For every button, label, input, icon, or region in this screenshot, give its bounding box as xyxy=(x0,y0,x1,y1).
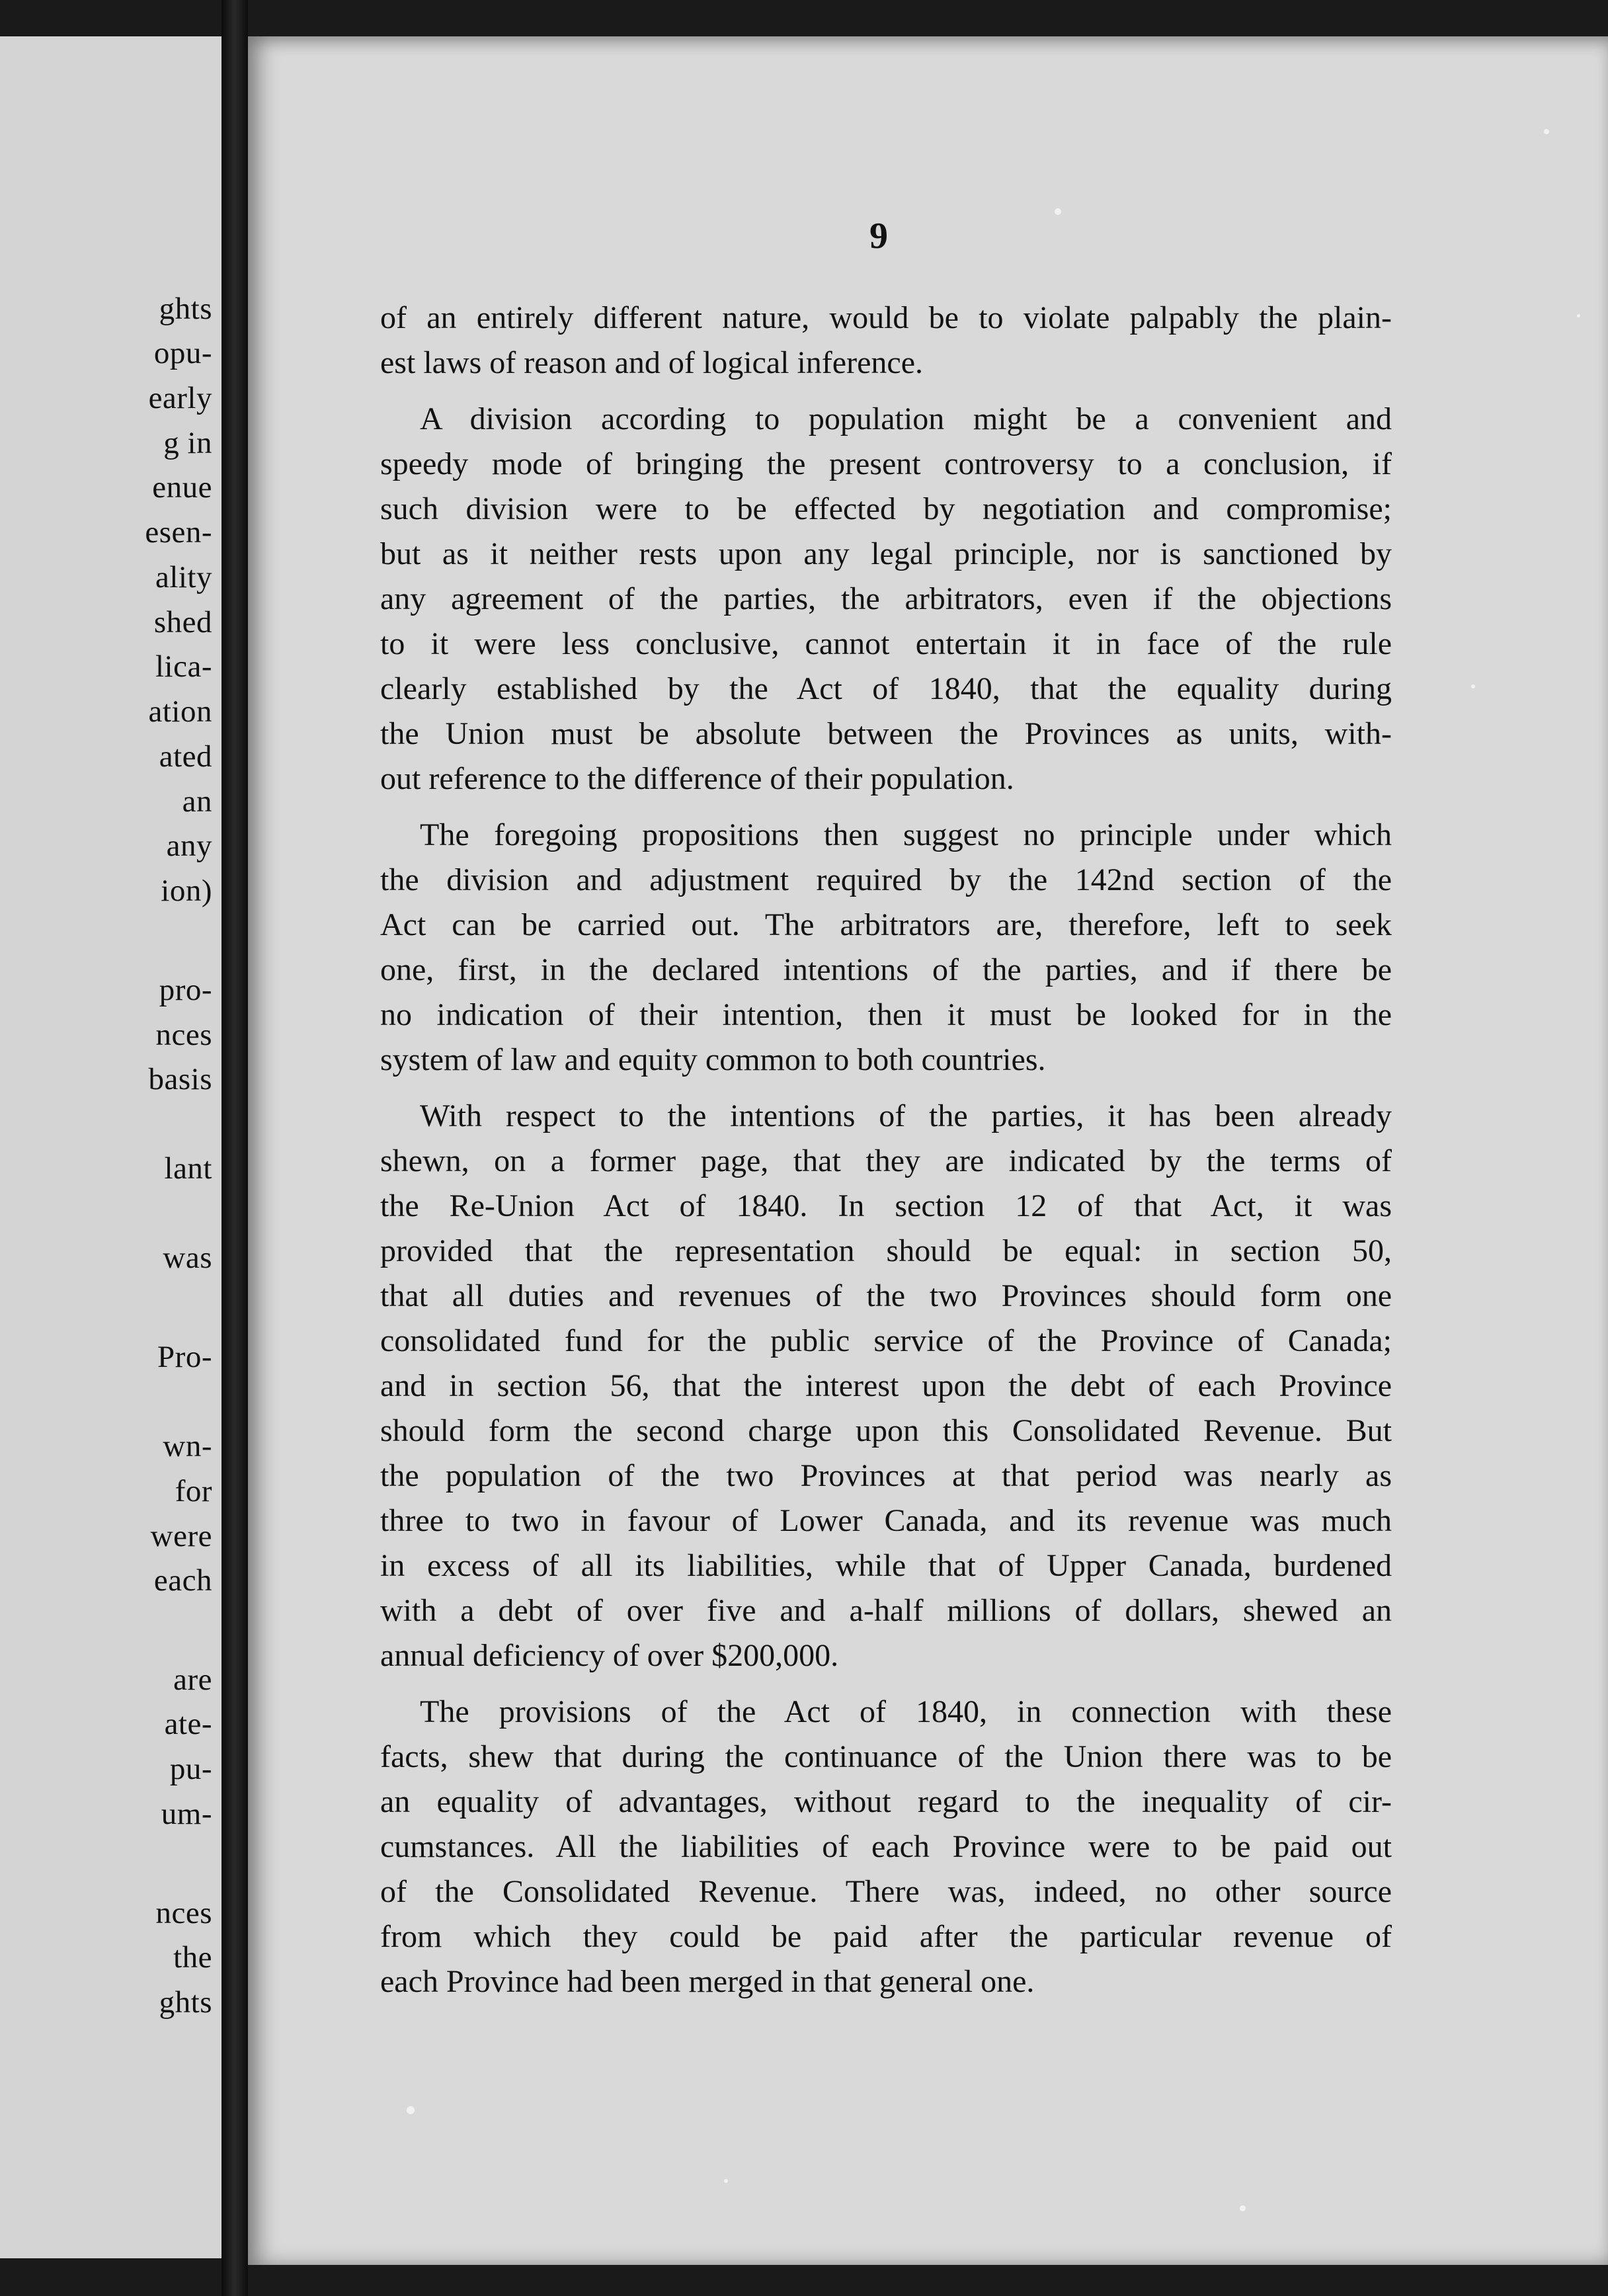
text-line: speedy mode of bringing the present controversy to a conclusion, if xyxy=(380,446,1392,481)
text-line: The foregoing propositions then suggest no principle under which xyxy=(420,817,1392,852)
left-page-fragment: ghts xyxy=(159,292,212,326)
left-page-fragment: were xyxy=(150,1519,212,1553)
text-line: out reference to the difference of their population. xyxy=(380,761,1014,796)
text-line: With respect to the intentions of the parties, it has been already xyxy=(420,1098,1392,1133)
text-line: of the Consolidated Revenue. There was, indeed, no other source xyxy=(380,1874,1392,1909)
left-page-fragment: early xyxy=(148,381,212,415)
scan-speck xyxy=(407,2106,415,2114)
paragraph xyxy=(380,397,1392,801)
left-page-fragment: pu- xyxy=(169,1752,212,1786)
text-line: facts, shew that during the continuance of the Union there was to be xyxy=(380,1739,1392,1774)
text-line: the Union must be absolute between the Provinces as units, with- xyxy=(380,716,1392,751)
text-line: shewn, on a former page, that they are indicated by the terms of xyxy=(380,1143,1392,1178)
paragraph xyxy=(380,813,1392,1083)
left-page-fragment: nces xyxy=(155,1018,212,1052)
text-line: A division according to population might be a convenient and xyxy=(420,401,1392,436)
scan-speck xyxy=(1240,2205,1246,2211)
left-page-fragment: pro- xyxy=(159,973,212,1007)
text-line: to it were less conclusive, cannot entertain it in face of the rule xyxy=(380,626,1392,661)
text-line: in excess of all its liabilities, while that of Upper Canada, burdened xyxy=(380,1548,1392,1583)
previous-page-fragment xyxy=(0,36,221,2258)
paragraph xyxy=(380,1094,1392,1678)
text-line: the Re-Union Act of 1840. In section 12 of that Act, it was xyxy=(380,1188,1392,1223)
paragraph xyxy=(380,1690,1392,2004)
text-line: provided that the representation should be equal: in section 50, xyxy=(380,1233,1392,1268)
left-page-fragment: wn- xyxy=(163,1429,212,1463)
text-line: the population of the two Provinces at that period was nearly as xyxy=(380,1458,1392,1493)
text-line: annual deficiency of over $200,000. xyxy=(380,1638,839,1673)
scan-speck xyxy=(1055,208,1061,215)
page-body xyxy=(380,296,1392,2004)
text-line: The provisions of the Act of 1840, in connection with these xyxy=(420,1694,1392,1729)
text-line: three to two in favour of Lower Canada, and its revenue was much xyxy=(380,1503,1392,1538)
page-gutter xyxy=(221,0,248,2296)
text-line: cumstances. All the liabilities of each Province were to be paid out xyxy=(380,1829,1392,1864)
text-line: Act can be carried out. The arbitrators are, therefore, left to seek xyxy=(380,907,1392,942)
left-page-fragment: ate- xyxy=(164,1707,212,1741)
text-line: each Province had been merged in that general one. xyxy=(380,1964,1035,1999)
text-line: est laws of reason and of logical inference. xyxy=(380,345,923,380)
scan-speck xyxy=(1577,314,1580,317)
text-line: but as it neither rests upon any legal principle, nor is sanctioned by xyxy=(380,536,1392,571)
left-page-fragment: ion) xyxy=(161,874,212,908)
left-page-fragment: Pro- xyxy=(157,1340,212,1374)
scan-speck xyxy=(724,2179,728,2183)
text-line: the division and adjustment required by the 142nd section of the xyxy=(380,862,1392,897)
text-line: and in section 56, that the interest upon the debt of each Province xyxy=(380,1368,1392,1403)
left-page-fragment: the xyxy=(173,1940,212,1975)
left-page-fragment: shed xyxy=(153,605,212,639)
left-page-fragment: um- xyxy=(161,1797,212,1831)
scan-speck xyxy=(1471,684,1475,688)
left-page-fragment: lica- xyxy=(155,649,212,684)
page-number: 9 xyxy=(869,216,888,257)
paragraph xyxy=(380,296,1392,386)
left-page-fragment: basis xyxy=(148,1062,212,1096)
text-line: should form the second charge upon this Consolidated Revenue. But xyxy=(380,1413,1392,1448)
scan-speck xyxy=(1544,129,1549,134)
left-page-fragment: are xyxy=(173,1662,212,1697)
left-page-fragment: enue xyxy=(152,470,212,505)
left-page-fragment: ation xyxy=(148,694,212,729)
left-page-fragment: nces xyxy=(155,1896,212,1930)
text-line: that all duties and revenues of the two Provinces should form one xyxy=(380,1278,1392,1313)
left-page-fragment: each xyxy=(153,1563,212,1598)
left-page-fragment: lant xyxy=(164,1151,212,1186)
left-page-fragment: g in xyxy=(163,426,212,460)
text-line: of an entirely different nature, would be to violate palpably the plain- xyxy=(380,300,1392,335)
text-line: consolidated fund for the public service of the Province of Canada; xyxy=(380,1323,1392,1358)
left-page-fragment: ated xyxy=(159,739,212,774)
left-page-fragment: for xyxy=(175,1474,212,1508)
left-page-fragment: any xyxy=(166,829,212,863)
text-line: such division were to be effected by negotiation and compromise; xyxy=(380,491,1392,526)
text-line: from which they could be paid after the particular revenue of xyxy=(380,1919,1392,1954)
left-page-fragment: opu- xyxy=(153,336,212,370)
text-line: an equality of advantages, without regard to the inequality of cir- xyxy=(380,1784,1392,1819)
text-line: any agreement of the parties, the arbitrators, even if the objections xyxy=(380,581,1392,616)
left-page-fragment: an xyxy=(182,784,212,819)
left-page-fragment: ghts xyxy=(159,1985,212,2020)
text-line: with a debt of over five and a-half millions of dollars, shewed an xyxy=(380,1593,1392,1628)
left-page-fragment: was xyxy=(163,1241,212,1275)
text-line: one, first, in the declared intentions of the parties, and if there be xyxy=(380,952,1392,987)
text-line: clearly established by the Act of 1840, that the equality during xyxy=(380,671,1392,706)
left-page-fragment: esen- xyxy=(145,515,212,550)
text-line: no indication of their intention, then it must be looked for in the xyxy=(380,997,1392,1032)
left-page-fragment: ality xyxy=(155,560,212,594)
text-line: system of law and equity common to both countries. xyxy=(380,1042,1046,1077)
